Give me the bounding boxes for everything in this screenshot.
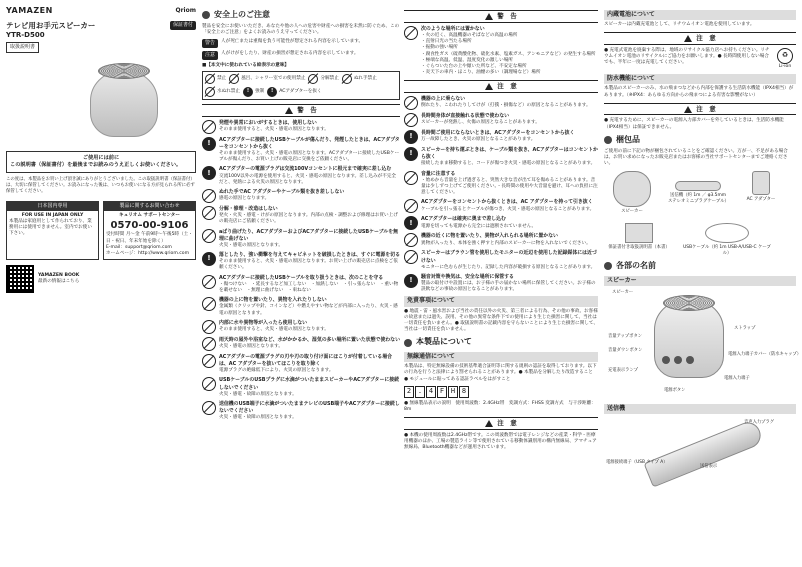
safety-item-title: スピーカーはブラウン管を使用したモニターの近辺を使用した記録媒体には近づけない [421, 250, 597, 264]
package-transmitter: 送信機（約 1m ／ φ3.5mm ステレオミニプラグケーブル） [668, 171, 728, 215]
transmitter-body [643, 418, 764, 487]
legend-item [342, 74, 377, 84]
power-button-icon [674, 356, 682, 364]
safety-item-title: 音量に注意する [421, 170, 456, 177]
safety-item-title: 雨天時の屋外や浴室など、水がかかるか、湿気の多い場所に置いた状態で使わない [219, 336, 400, 343]
package-usb-cable: USBケーブル（約 1m USB-A/USB-C ケーブル） [682, 223, 772, 257]
safety-item-title: 発煙や異常においがするときは、使用しない [219, 119, 317, 126]
safety-item [404, 274, 598, 294]
package-items [604, 171, 796, 257]
battery-caution [604, 48, 796, 70]
battery-text: スピーカーは内蔵充電池として、リチウムイオン電池を使用しています。 [604, 22, 755, 28]
safety-item [202, 275, 400, 295]
sub-brand-logo: Qriom [175, 7, 196, 15]
freq-char: H [448, 386, 458, 398]
company-name: YAMAZEN BOOK [38, 272, 80, 278]
warning-triangle-icon [285, 107, 293, 114]
recycle-icon: ♻ [777, 48, 793, 64]
safety-item-body [219, 229, 400, 250]
safety-item [404, 216, 598, 230]
warning-def-text: 人が死亡または重傷を負う可能性が想定される内容を示しています。 [221, 39, 364, 45]
caution-def-text: 人がけがをしたり、財産の損害が想定される内容を示しています。 [221, 50, 359, 56]
safety-item-text: そのまま使用すると、火災・感電の原因となります。お買い上げの販売店に点検をご依頼ください。 [219, 259, 398, 271]
places-title: 次のような場所には置かない [421, 25, 485, 32]
safety-item [202, 297, 400, 317]
warning-heading: 警 告 [202, 104, 400, 117]
safety-item-body [219, 275, 400, 295]
part-audio-plug: 音声入力プラグ [744, 420, 775, 425]
caution-heading: 注 意 [404, 80, 598, 93]
prohibit-icon [404, 26, 418, 40]
parts-title: 各部の名前 [604, 261, 796, 272]
mandatory-icon: ! [202, 252, 216, 266]
safety-title: 安全上のご注意 [202, 10, 400, 21]
symbol-legend [202, 71, 400, 100]
safety-item-text: 火災・感電の原因となります。 [219, 343, 283, 349]
safety-item [202, 401, 400, 422]
legend-label: ACアダプターを抜く [279, 88, 322, 94]
place-item: ・火の近く、高温機器のそばなどの高温の場所 [421, 32, 518, 38]
safety-item-body [219, 252, 400, 272]
column-three [404, 6, 598, 451]
safety-item-body [219, 337, 400, 351]
safety-item [404, 199, 598, 213]
battery-caution-text: ● 充電式電池を廃棄する際は、地域のリサイクル協力店へお持ちください。リチウムイオン電池のリサイクルにご協力をお願いします。● 長時間使用しない場合でも、半年に一度は充電してください。 [604, 48, 770, 66]
safety-item-body [421, 216, 536, 230]
safety-item-title: ACアダプターは確実に奥まで差し込む [421, 216, 506, 223]
support-email: E-mail：support@qriom.com [106, 244, 172, 250]
package-title: 梱包品 [604, 135, 796, 146]
package-ac-adapter: AC アダプター [736, 171, 786, 215]
safety-item-text: ・傷つけない ・延長するなど加工しない ・加熱しない ・引っ張らない ・重い物を載せない ・無理に曲げない ・束ねない [219, 281, 399, 293]
safety-item [404, 113, 598, 127]
manual-label: 取扱説明書 [6, 42, 39, 53]
safety-item-title: 分解・修理・改造はしない [219, 205, 278, 212]
prohibit-icon [202, 337, 216, 351]
prohibit-icon [202, 354, 216, 368]
qr-code-icon [6, 265, 34, 293]
freq-char: 2 [404, 386, 414, 398]
safety-item-body [421, 199, 594, 213]
support-label: キュリオム サポートセンター [119, 212, 180, 218]
safety-item [202, 166, 400, 186]
safety-item-title: 機器の上に物を置いたり、異物を入れたりしない [219, 297, 327, 304]
legend-label: 分解禁止 [320, 75, 339, 81]
safety-item-body [219, 320, 329, 334]
legend-item [243, 87, 264, 97]
prohibit-icon [342, 74, 352, 84]
caution-triangle-icon [684, 35, 692, 42]
prohibit-icon [308, 74, 318, 84]
freq-char: 8 [459, 386, 469, 398]
bullet-icon [404, 339, 412, 347]
safety-item-title: 内部に水や異物等が入ったら使用しない [219, 319, 308, 326]
frequency-label [404, 386, 598, 398]
part-charge-lamp: 充電表示ランプ [608, 367, 639, 373]
transmitter-band: 送信機 [604, 404, 796, 414]
part-usb-a: 電源接続端子（USB タイプ A） [606, 460, 668, 465]
legend-item [229, 74, 305, 84]
safety-item-title: 機器の上に乗らない [421, 96, 466, 103]
place-item: ・炎天下の車内・ほこり、油煙の多い（調理場など）場所 [421, 70, 541, 76]
safety-item-body [421, 171, 598, 197]
mandatory-icon: ! [404, 147, 418, 161]
safety-item-text: 倒れたり、こわれたりしてけが（打撲・損傷など）の原因となることがあります。 [421, 103, 591, 109]
mandatory-icon: ! [202, 166, 216, 180]
safety-item-body [421, 250, 598, 271]
mandatory-icon: ! [267, 87, 277, 97]
safety-item-title: ACアダプターの電源プラグは交流100Vコンセントに根元まで確実に差し込む [219, 166, 392, 173]
safety-item-text: 万一故障したとき、火災の原因となることがあります。 [421, 137, 536, 143]
caution-triangle-icon [485, 420, 493, 427]
safety-item-text: 接続したまま移動すると、コードが傷つき火災・感電の原因となることがあります。 [421, 161, 596, 167]
prohibit-icon [202, 206, 216, 220]
package-text: ご使用の前に下記の物が梱包されていることをご確認ください。万が一、不足がある場合は、お買い求めになったお販売店またはお客様の当社サポートセンターまでご連絡ください。 [604, 148, 788, 167]
legend-label: 強制 [254, 88, 265, 94]
safety-item [404, 130, 598, 144]
safety-item-title: スピーカーを持ち運ぶときは、ケーブル類を抜き、ACアダプターはコンセントから抜く [421, 147, 598, 161]
caution-list [404, 96, 598, 293]
mandatory-icon: ! [404, 274, 418, 288]
prohibit-icon [229, 74, 239, 84]
support-box [103, 201, 196, 260]
places-item [404, 26, 598, 77]
part-input-jack: 電源入力端子 [724, 375, 750, 381]
domestic-en: FOR USE IN JAPAN ONLY [21, 212, 84, 218]
safety-item-body [421, 233, 591, 247]
support-phone: 0570-00-9106 [110, 219, 189, 231]
safety-item [404, 171, 598, 197]
caution-definition [202, 51, 400, 60]
safety-item-body [219, 137, 400, 164]
legend-label: 水ぬれ禁止 [217, 88, 240, 94]
safety-item-body [421, 130, 574, 144]
freq-note: ● 無線製品表示の説明 使用周波数：2.4GHz帯 変調方式：FHSS 変調方式 与干渉距離：8m [404, 400, 596, 412]
safety-item [404, 233, 598, 247]
brand-logo: YAMAZEN [6, 6, 53, 15]
bullet-icon [604, 262, 612, 270]
disclaimer-text: ● 地震・雷・風水害および当社の責任以外の火災、第三者による行為、その他の事故、お客様の故意または過失、誤用、その他の異常な条件下での使用により生じた損害に関して、当社は一切責任を負いません。● 取扱説明書の記載内容を守らないことにより生じた損害に関して、当社は一切責任を負いません。 [404, 308, 599, 333]
safety-item-text: そのまま使用すると、火災・感電の原因となります。ACアダプターに接続したUSBケーブルが傷んだり、お買い上げの販売店に交換をご依頼ください。 [219, 151, 400, 163]
safety-item-title: 長時間ご使用にならないときは、ACアダプターをコンセントから抜く [421, 130, 575, 137]
support-title: 製品に関するお問い合わせ [104, 202, 195, 211]
safety-item [202, 137, 400, 164]
support-hours: 受付時間 月〜金 午前9時〜午後5時（土・日・祝日、年末年始を除く） [106, 232, 193, 244]
prohibit-icon [202, 320, 216, 334]
safety-item [202, 120, 400, 134]
safety-item-body [421, 147, 598, 168]
warranty-badge: 保証書付 [170, 21, 196, 30]
model-number: YTR-D500 [6, 30, 45, 39]
safety-item-title: ACアダプターの電源プラグの刃や刃の取り付け面にほこりが付着している場合は、AC アダプターを抜いてほこりを取り除く [219, 353, 392, 367]
prohibit-icon [202, 189, 216, 203]
prohibit-icon [404, 250, 418, 264]
safety-item-title: USBケーブルのUSBプラグに水滴がついたままスピーカーやACアダプターに接続しないでください [219, 377, 400, 391]
safety-item-text: ケーブルを引っ張るとケーブルが傷つき、火災・感電の原因となることがあります。 [421, 206, 595, 212]
warning-list [202, 120, 400, 422]
safety-item [202, 354, 400, 375]
safety-item-title: 落としたり、強い衝撃を与えてキャビネットを破損したときは、すぐに電源を切る [219, 252, 400, 259]
info-boxes [6, 201, 196, 260]
radio-caution-text: ● 本機の使用周波数は2.4GHz帯です。この周波数帯では電子レンジなどの産業・科学・医療用機器のほか、工場の製造ライン等で使用されている移動体識別用の構内無線局、アマチュア無線局、Bluetooth機器などが運用されています。 [404, 432, 597, 451]
safety-item [404, 147, 598, 168]
speaker-buttons [662, 356, 694, 364]
keep-text: この説明書（保証書付）を最後までお読みのうえ正しくお使いください。 [10, 162, 182, 169]
part-speaker: スピーカー [612, 289, 634, 295]
safety-item-text: 金属類（クリップや針、コインなど）や燃えやすい物などが内部に入ったり、火災・感電の原因となります。 [219, 304, 398, 316]
safety-item-text: 異物が入ったり、本体を強く押すと内部のスピーカーに物を入れないでください。 [421, 240, 591, 246]
place-item: ・直射日光の当たる場所 [421, 39, 472, 45]
safety-item-title: ぬれた手でAC アダプターやケーブル類を抜き差ししない [219, 188, 345, 195]
support-site: ホームページ：http://www.qriom.com [106, 250, 190, 256]
place-item: ・極端な高温、低温、湿度変化の激しい場所 [421, 57, 513, 63]
safety-item-text: スピーカーが発熱し、火傷の原因となることがあります。 [421, 120, 540, 126]
prohibit-icon [404, 96, 418, 110]
places-list [421, 33, 596, 76]
safety-item [202, 337, 400, 351]
speaker-illustration [80, 61, 168, 145]
safety-item-body [219, 297, 400, 317]
product-name: テレビ用お手元スピーカー [6, 20, 96, 30]
legend-title: ■【本文中に使われている絵表示の意味】 [202, 62, 290, 68]
mandatory-icon: ! [404, 216, 418, 230]
prohibit-icon [202, 377, 216, 391]
prohibit-icon [202, 120, 216, 134]
speaker-body [654, 300, 724, 378]
safety-item-body [219, 354, 400, 375]
prohibit-icon [202, 275, 216, 289]
battery-caution-heading: 注 意 [604, 32, 796, 45]
caution-def-label: 注意 [202, 51, 218, 60]
warning-definition [202, 39, 400, 48]
safety-item [404, 96, 598, 110]
disclaimer-title: 免責事項について [404, 296, 598, 306]
safety-item-text: 電源を切っても電源から完全には遮断されていません。 [421, 223, 537, 229]
prohibit-icon [205, 87, 215, 97]
place-item: ・腐食性ガス（硫黄酸化物、硫化水素、塩素ガス、アンモニアなど）の発生する場所 [421, 51, 596, 57]
safety-item-text: 火災・感電・故障の原因となります。 [219, 391, 297, 397]
li-ion-label: Li-ion [778, 64, 792, 70]
place-item: ・振動の強い場所 [421, 45, 458, 51]
mandatory-icon: ! [202, 137, 216, 151]
company-sub: 最新の情報はこちら [38, 279, 80, 285]
bullet-icon [604, 136, 612, 144]
recycle-mark [774, 48, 796, 70]
freq-char: 4 [426, 386, 436, 398]
warning-triangle-icon [485, 13, 493, 20]
legend-item [308, 74, 338, 84]
safety-item-body [219, 401, 400, 422]
volume-down-button-icon [662, 356, 670, 364]
legend-item [205, 87, 240, 97]
part-volume-up: 音量アップボタン [608, 333, 643, 339]
transmitter-diagram [604, 416, 796, 476]
radio-caution-heading: 注 意 [404, 417, 598, 430]
qr-row [6, 265, 196, 293]
package-manual: 保証書付き取扱説明書（本書） [604, 223, 674, 257]
water-caution-text: ● 充電するために、スピーカーの電源入力部カバーを外しているときは、生活防水機能（IPX4相当）は保証できません。 [604, 118, 784, 130]
warning-def-label: 警告 [202, 39, 218, 48]
part-volume-down: 音量ダウンボタン [608, 347, 643, 353]
safety-item [202, 189, 400, 203]
legend-label: 風呂、シャワー室での使用禁止 [241, 75, 306, 81]
product-header [6, 21, 196, 31]
safety-item-text: 交流100V以外の電源を使用すると、火災・感電の原因となります。差し込みが不完全だと、発熱による火災の原因となります。 [219, 173, 396, 185]
column-four [604, 6, 802, 476]
radio-text: 本製品は、特定無線設備の技術基準適合証明等に関する規則の認証を取得しております。以下の行為を行うと法律により罰せられることがあります。● 本製品を分解したり改造すること ● モジュールに貼ってある認証ラベルをはがすこと [404, 364, 597, 382]
safety-item-body [421, 274, 598, 294]
keep-title: ご使用には前に [82, 155, 120, 162]
radio-section-title: 本製品について [404, 337, 598, 348]
prohibit-icon [404, 113, 418, 127]
safety-item-text: 電源プラグの絶縁低下により、火災の原因となります。 [219, 368, 334, 374]
safety-item-text: 発火・火災・感電・けがの原因となります。内部の点検・調整および修理はお買い上げの販売店にご依頼ください。 [219, 213, 398, 225]
safety-item-text: 製品の取付けや設置には、お子様の手の届かない場所に保管してください。お子様の誤飲などの事故の原因となることがあります。 [421, 281, 596, 293]
prohibit-icon [404, 199, 418, 213]
safety-item-text: そのまま使用すると、火災・感電の原因となります。 [219, 126, 329, 132]
radio-band: 無線通信について [404, 352, 598, 362]
safety-item-text: 火災・感電の原因となります。 [219, 242, 283, 248]
safety-item-title: ACアダプターに接続したUSBケーブルが傷んだり、発煙したときは、ACアダプターをコンセントから抜く [219, 136, 400, 150]
safety-item-title: 送信機のUSB端子に水滴がついたままテレビのUSB端子やACアダプターに接続しないでください [219, 400, 400, 415]
legend-label: ぬれ手禁止 [353, 75, 377, 81]
safety-item-text: そのまま使用すると、火災・感電の原因となります。 [219, 326, 329, 332]
water-text: 本製品のスピーカーのみ、水の飛まつなどから内部を保護する生活防水機能（IPX4相当）があります。（※IPX4：あらゆる方向からの飛まつによる有害な影響がない） [604, 86, 794, 98]
package-speaker: スピーカー [604, 171, 660, 215]
part-strap: ストラップ [734, 325, 756, 331]
bullet-icon [202, 11, 210, 19]
safety-item-text: 火災・感電・故障の原因となります。 [219, 415, 297, 421]
thanks-note: この度は、本製品をお買い上げ頂き誠にありがとうございました。この取扱説明書（保証書付）は、大切に保管してください。お読みになった後は、いつもお使いになる方が見られる所に必ず保管してください。 [6, 177, 195, 195]
safety-item-body [421, 113, 540, 127]
water-band: 防水機能について [604, 74, 796, 84]
safety-item-title: 長時間身体が直接触れる状態で使わない [421, 113, 510, 120]
safety-item-body [421, 96, 591, 110]
safety-item [202, 252, 400, 272]
safety-item [202, 229, 400, 250]
speaker-band: スピーカー [604, 276, 796, 286]
safety-intro: 製品を安全にお使いいただき、あなたや他の人への危害や財産への損害を未然に防ぐため、この「安全上のご注意」をよくお読みのうえ守ってください。 [202, 23, 400, 35]
safety-item-body [219, 189, 344, 203]
safety-column [202, 6, 400, 424]
legend-item [205, 74, 226, 84]
mandatory-icon: ! [404, 130, 418, 144]
safety-item-body [219, 377, 400, 398]
volume-up-button-icon [686, 356, 694, 364]
safety-item-text: 感電の原因となります。 [219, 196, 270, 202]
part-input-cover: 電源入力端子カバー（防水キャップ） [728, 351, 802, 357]
safety-item [202, 206, 400, 226]
mandatory-icon: ! [243, 87, 253, 97]
safety-item-body [219, 120, 329, 134]
legend-item [267, 87, 321, 97]
domestic-box [6, 201, 99, 260]
prohibit-icon [202, 401, 216, 415]
part-send-indicator: 送信表示 [700, 464, 718, 469]
freq-char: . [415, 386, 425, 398]
freq-char: F [437, 386, 447, 398]
prohibit-icon [202, 297, 216, 311]
safety-item-body [219, 166, 400, 186]
speaker-diagram [604, 288, 802, 400]
safety-item-title: ACアダプターに接続したUSBケーブルを取り扱うときは、次のことを守る [219, 274, 384, 281]
safety-item-text: ・始めから音量を上げ過ぎると、突然大きな音が出て耳を傷めることがあります。音量は少しずつ上げてご使用ください。・長時間の使用や大音量を避け、耳への負担に注意してください。 [421, 177, 598, 196]
safety-item-title: ACアダプターをコンセントから抜くときは、AC アダプターを持って引き抜く [421, 199, 593, 206]
part-power-button: 電源ボタン [664, 387, 686, 393]
legend-label: 禁止 [217, 75, 227, 81]
domestic-title: 日本国内専用 [7, 202, 98, 211]
caution-triangle-icon [684, 106, 692, 113]
safety-item-title: aばり曲げたり、ACアダプターおよびACアダプターに接続したUSBケーブルを無理に曲げない [219, 228, 399, 242]
safety-item [202, 320, 400, 334]
logo-row [6, 6, 196, 17]
safety-item-body [219, 206, 400, 226]
caution-triangle-icon [485, 83, 493, 90]
prohibit-icon [202, 229, 216, 243]
prohibit-icon [404, 233, 418, 247]
keep-notice [6, 151, 196, 173]
water-caution-heading: 注 意 [604, 103, 796, 116]
warning-heading-cont: 警 告 [404, 10, 598, 23]
cover-column [6, 6, 196, 293]
prohibit-icon [404, 171, 418, 185]
safety-item-text: モニターに色むらが生じたり、記録した内容が破損する原因となることがあります。 [421, 264, 596, 270]
safety-item [404, 250, 598, 271]
place-item: ・ぐらついた台の上や傾いた所など、不安定な場所 [421, 63, 527, 69]
safety-item-title: 機器の近くに物を置いたり、異物が入れられる場所に置かない [421, 233, 558, 240]
domestic-text: 本製品は家庭用として作られており、業務用には使用できません。室内でお使い下さい。 [9, 218, 92, 237]
safety-item [202, 377, 400, 398]
safety-item-title: 騒音対策や換気は、安全な場所に保管する [421, 273, 514, 280]
battery-band: 内蔵電池について [604, 10, 796, 20]
prohibit-icon [205, 74, 215, 84]
